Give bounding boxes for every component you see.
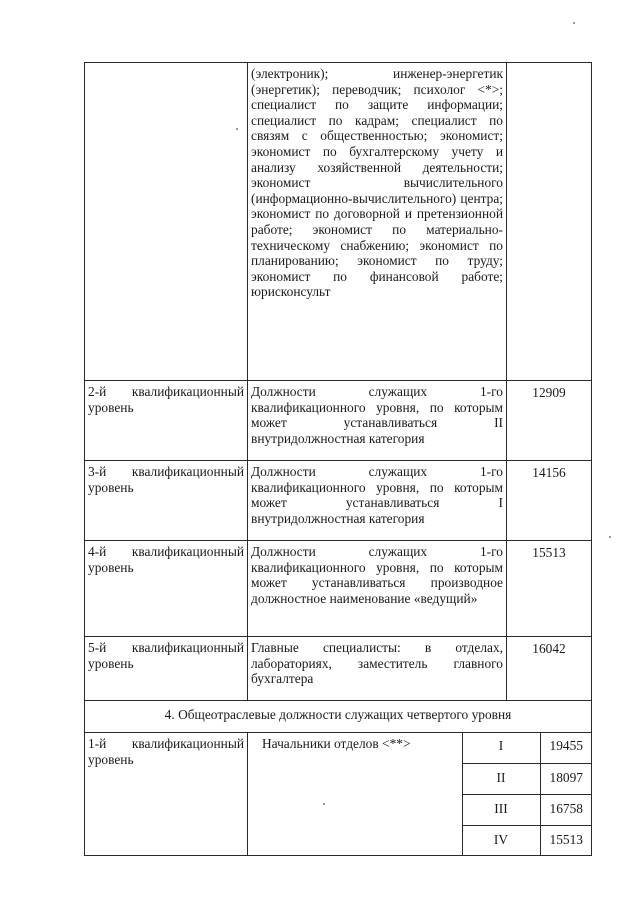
positions-text: Должности служащих 1-го квалификационного уровня, по которым может устанавливаться производное должностное наименование «ведущий» xyxy=(251,544,503,606)
group-cell xyxy=(462,763,540,794)
section-heading-row xyxy=(85,701,592,733)
salary-cell-empty xyxy=(507,63,592,381)
positions-text: Начальники отделов <**> xyxy=(262,736,411,751)
level-cell xyxy=(85,461,248,541)
group-cell xyxy=(462,794,540,825)
salary-value: 19455 xyxy=(549,738,583,753)
level-cell xyxy=(85,733,248,856)
table-row xyxy=(85,637,592,701)
positions-text: Должности служащих 1-го квалификационного уровня, по которым может устанавливаться II внутридолжностная категория xyxy=(251,384,503,446)
level-label: 4-й квалификационный уровень xyxy=(88,544,244,575)
section-heading xyxy=(85,701,592,733)
positions-cell xyxy=(248,637,507,701)
positions-text: Главные специалисты: в отделах, лабораториях, заместитель главного бухгалтера xyxy=(251,640,503,687)
positions-text: Должности служащих 1-го квалификационного уровня, по которым может устанавливаться I внутридолжностная категория xyxy=(251,464,503,526)
level-label: 2-й квалификационный уровень xyxy=(88,384,244,415)
table-row xyxy=(85,461,592,541)
group-label: II xyxy=(496,769,506,785)
level-cell-empty xyxy=(85,63,248,381)
salary-cell xyxy=(540,794,592,825)
positions-cell xyxy=(248,541,507,637)
group-label: I xyxy=(498,738,504,753)
group-label: IV xyxy=(493,831,509,847)
salary-cell xyxy=(540,733,592,763)
salary-cell xyxy=(507,541,592,637)
salary-value: 16758 xyxy=(549,800,583,816)
level-cell xyxy=(85,637,248,701)
positions-continuation-text: (электроник); инженер-энергетик (энергетик); переводчик; психолог <*>; специалист по защите информации; специалист по кадрам; специалист по связям с общественностью; экономист; экономист по бухгалтерскому учету и анализу хозяйственной деятельности; экономист вычислительного (информационно-вычислительного) центра; экономист по договорной и претензионной работе; экономист по материально-техническому снабжению; экономист по планированию; экономист по труду; экономист по финансовой работе; юрисконсульт xyxy=(251,66,503,300)
salary-value: 15513 xyxy=(532,545,566,560)
group-cell xyxy=(462,733,540,763)
positions-cell xyxy=(248,63,507,381)
section-title: 4. Общеотраслевые должности служащих четвертого уровня xyxy=(164,707,512,722)
positions-cell xyxy=(248,733,462,855)
level-label: 5-й квалификационный уровень xyxy=(88,640,244,671)
salary-cell xyxy=(507,637,592,701)
salary-value: 16042 xyxy=(532,641,566,656)
salary-cell xyxy=(507,461,592,541)
table-row xyxy=(85,733,592,856)
salary-cell xyxy=(540,763,592,794)
level-label: 3-й квалификационный уровень xyxy=(88,464,244,495)
scan-speck xyxy=(609,536,611,538)
positions-cell xyxy=(248,381,507,461)
group-subtable xyxy=(248,733,592,855)
table-row xyxy=(85,541,592,637)
level-label: 1-й квалификационный уровень xyxy=(88,736,244,767)
salary-value: 18097 xyxy=(549,769,583,785)
positions-cell xyxy=(248,461,507,541)
scan-speck xyxy=(573,22,575,24)
salary-cell xyxy=(540,825,592,855)
salary-table xyxy=(84,62,592,856)
positions-group-cell xyxy=(248,733,592,856)
table-row xyxy=(85,381,592,461)
salary-value: 14156 xyxy=(532,465,566,480)
salary-value: 15513 xyxy=(549,831,583,847)
group-label: III xyxy=(494,800,508,816)
group-cell xyxy=(462,825,540,855)
salary-cell xyxy=(507,381,592,461)
level-cell xyxy=(85,541,248,637)
table-row xyxy=(85,63,592,381)
level-cell xyxy=(85,381,248,461)
salary-value: 12909 xyxy=(532,385,566,400)
